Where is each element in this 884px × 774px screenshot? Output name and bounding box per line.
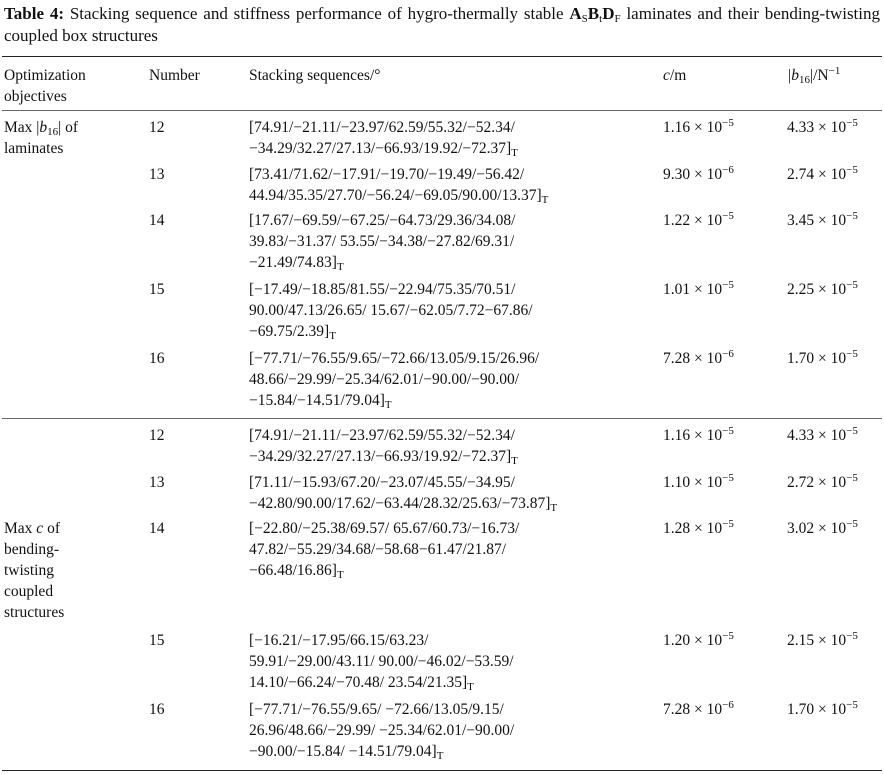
group-divider-rule — [2, 418, 882, 419]
sequence-line: [71.11/−15.93/67.20/−23.07/45.55/−34.95/ — [249, 474, 515, 491]
c-value: $1.20 \times 10^{-5}$ — [663, 630, 734, 649]
row-number: 15 — [149, 281, 165, 298]
stacking-sequence — [249, 472, 557, 514]
c-value: $7.28 \times 10^{-6}$ — [663, 348, 734, 367]
sequence-line: 90.00/47.13/26.65/ 15.67/−62.05/7.72−67.86/ — [249, 302, 533, 319]
header-c: c/m — [663, 67, 687, 84]
header-sequence: Stacking sequences/° — [249, 67, 381, 84]
sequence-line: [−17.49/−18.85/81.55/−22.94/75.35/70.51/ — [249, 281, 516, 298]
stacking-sequence — [249, 630, 514, 693]
sequence-line: 59.91/−29.00/43.11/ 90.00/−46.02/−53.59/ — [249, 653, 514, 670]
sequence-line: [74.91/−21.11/−23.97/62.59/55.32/−52.34/ — [249, 427, 515, 444]
bottom-rule — [2, 770, 882, 771]
sequence-line: $-21.49/74.83]_T$ — [249, 254, 344, 273]
objective-line: structures — [4, 604, 65, 621]
c-value: $1.28 \times 10^{-5}$ — [663, 518, 734, 537]
objective-line: twisting — [4, 562, 54, 579]
total-subscript: T — [511, 147, 518, 159]
row-number: 15 — [149, 632, 165, 649]
b16-value: $3.45 \times 10^{-5}$ — [787, 210, 858, 229]
objective-label — [4, 117, 78, 159]
total-subscript: T — [467, 681, 474, 693]
row-number: 12 — [149, 427, 165, 444]
b16-value: $4.33 \times 10^{-5}$ — [787, 117, 858, 136]
row-number: 13 — [149, 166, 165, 183]
b16-value: $1.70 \times 10^{-5}$ — [787, 348, 858, 367]
caption-text-before: Stacking sequence and stiffness performance of hygro-thermally stable — [69, 4, 570, 23]
total-subscript: T — [436, 750, 444, 762]
sequence-line: $-42.80/90.00/17.62/-63.44/28.32/25.63/-73.87]_T$ — [249, 495, 558, 514]
sequence-line: [−22.80/−25.38/69.57/ 65.67/60.73/−16.73/ — [249, 520, 520, 537]
sequence-line: $44.94/35.35/27.70/-56.24/-69.05/90.00/13.37]_T$ — [249, 187, 549, 206]
b16-value: $1.70 \times 10^{-5}$ — [787, 699, 858, 718]
total-subscript: T — [336, 569, 344, 581]
objective-line: Max c of — [4, 520, 60, 537]
caption-text-after: laminates and their bending-twisting coupled box structures — [4, 4, 881, 45]
sequence-line: $-69.75/2.39]_T$ — [249, 323, 336, 342]
sequence-line: 26.96/48.66/−29.99/ −25.34/62.01/−90.00/ — [249, 722, 515, 739]
c-value: $1.16 \times 10^{-5}$ — [663, 425, 734, 444]
row-number: 16 — [149, 350, 165, 367]
b16-value: $2.74 \times 10^{-5}$ — [787, 164, 858, 183]
sequence-line: $-34.29/32.27/27.13/-66.93/19.92/-72.37]_T$ — [249, 140, 518, 159]
c-value: $1.22 \times 10^{-5}$ — [663, 210, 734, 229]
b16-value: $4.33 \times 10^{-5}$ — [787, 425, 858, 444]
c-value: $7.28 \times 10^{-6}$ — [663, 699, 734, 718]
sequence-line: $-90.00/-15.84/ -14.51/79.04]_T$ — [249, 743, 444, 762]
stacking-sequence — [249, 518, 519, 581]
sequence-line: [−77.71/−76.55/9.65/−72.66/13.05/9.15/26.96/ — [249, 350, 540, 367]
row-number: 16 — [149, 701, 165, 718]
sequence-line: $-34.29/32.27/27.13/-66.93/19.92/-72.37]_T$ — [249, 448, 518, 467]
header-b16: $|b_{16}|/N^{-1}$ — [787, 65, 841, 86]
table-caption — [4, 3, 880, 47]
b16-value: $2.25 \times 10^{-5}$ — [787, 279, 858, 298]
c-value: $9.30 \times 10^{-6}$ — [663, 164, 734, 183]
objective-line: coupled — [4, 583, 54, 600]
total-subscript: T — [550, 502, 558, 514]
sequence-line: 39.83/−31.37/ 53.55/−34.38/−27.82/69.31/ — [249, 233, 515, 250]
sequence-line: [74.91/−21.11/−23.97/62.59/55.32/−52.34/ — [249, 119, 515, 136]
stacking-sequence — [249, 210, 515, 273]
header-number: Number — [149, 67, 200, 84]
row-number: 14 — [149, 520, 165, 537]
total-subscript: T — [384, 399, 392, 411]
total-subscript: T — [329, 330, 336, 342]
sequence-line: $-66.48/16.86]_T$ — [249, 562, 344, 581]
sequence-line: $-15.84/-14.51/79.04]_T$ — [249, 392, 392, 411]
row-number: 13 — [149, 474, 165, 491]
stacking-sequence — [249, 117, 518, 159]
header-objective: Optimization objectives — [4, 67, 86, 105]
objective-line: laminates — [4, 140, 64, 157]
total-subscript: T — [511, 455, 518, 467]
laminate-code: $A_SB_tD_F$ — [569, 4, 621, 25]
stacking-sequence — [249, 164, 548, 206]
sequence-line: 48.66/−29.99/−25.34/62.01/−90.00/−90.00/ — [249, 371, 520, 388]
stacking-sequence — [249, 279, 533, 342]
total-subscript: T — [541, 194, 549, 206]
stacking-sequence — [249, 348, 539, 411]
sequence-line: [−77.71/−76.55/9.65/ −72.66/13.05/9.15/ — [249, 701, 504, 718]
b16-value: $2.72 \times 10^{-5}$ — [787, 472, 858, 491]
sequence-line: 14.10/−66.24/−70.48/ $23.54/21.35]_T$ — [249, 674, 474, 693]
total-subscript: T — [336, 261, 344, 273]
objective-line: Max $|b_{16}|$ of — [4, 119, 79, 138]
c-value: $1.01 \times 10^{-5}$ — [663, 279, 734, 298]
sequence-line: [73.41/71.62/−17.91/−19.70/−19.49/−56.42/ — [249, 166, 525, 183]
b16-value: $2.15 \times 10^{-5}$ — [787, 630, 858, 649]
stacking-sequence — [249, 425, 518, 467]
header-rule — [2, 110, 882, 111]
row-number: 14 — [149, 212, 165, 229]
objective-label — [4, 518, 64, 623]
sequence-line: 47.82/−55.29/34.68/−58.68−61.47/21.87/ — [249, 541, 507, 558]
row-number: 12 — [149, 119, 165, 136]
table-label: Table 4: — [4, 4, 64, 23]
stacking-sequence — [249, 699, 514, 762]
sequence-line: [−16.21/−17.95/66.15/63.23/ — [249, 632, 429, 649]
c-value: $1.10 \times 10^{-5}$ — [663, 472, 734, 491]
b16-value: $3.02 \times 10^{-5}$ — [787, 518, 858, 537]
top-rule — [2, 56, 882, 57]
objective-line: bending- — [4, 541, 60, 558]
sequence-line: [17.67/−69.59/−67.25/−64.73/29.36/34.08/ — [249, 212, 516, 229]
c-value: $1.16 \times 10^{-5}$ — [663, 117, 734, 136]
